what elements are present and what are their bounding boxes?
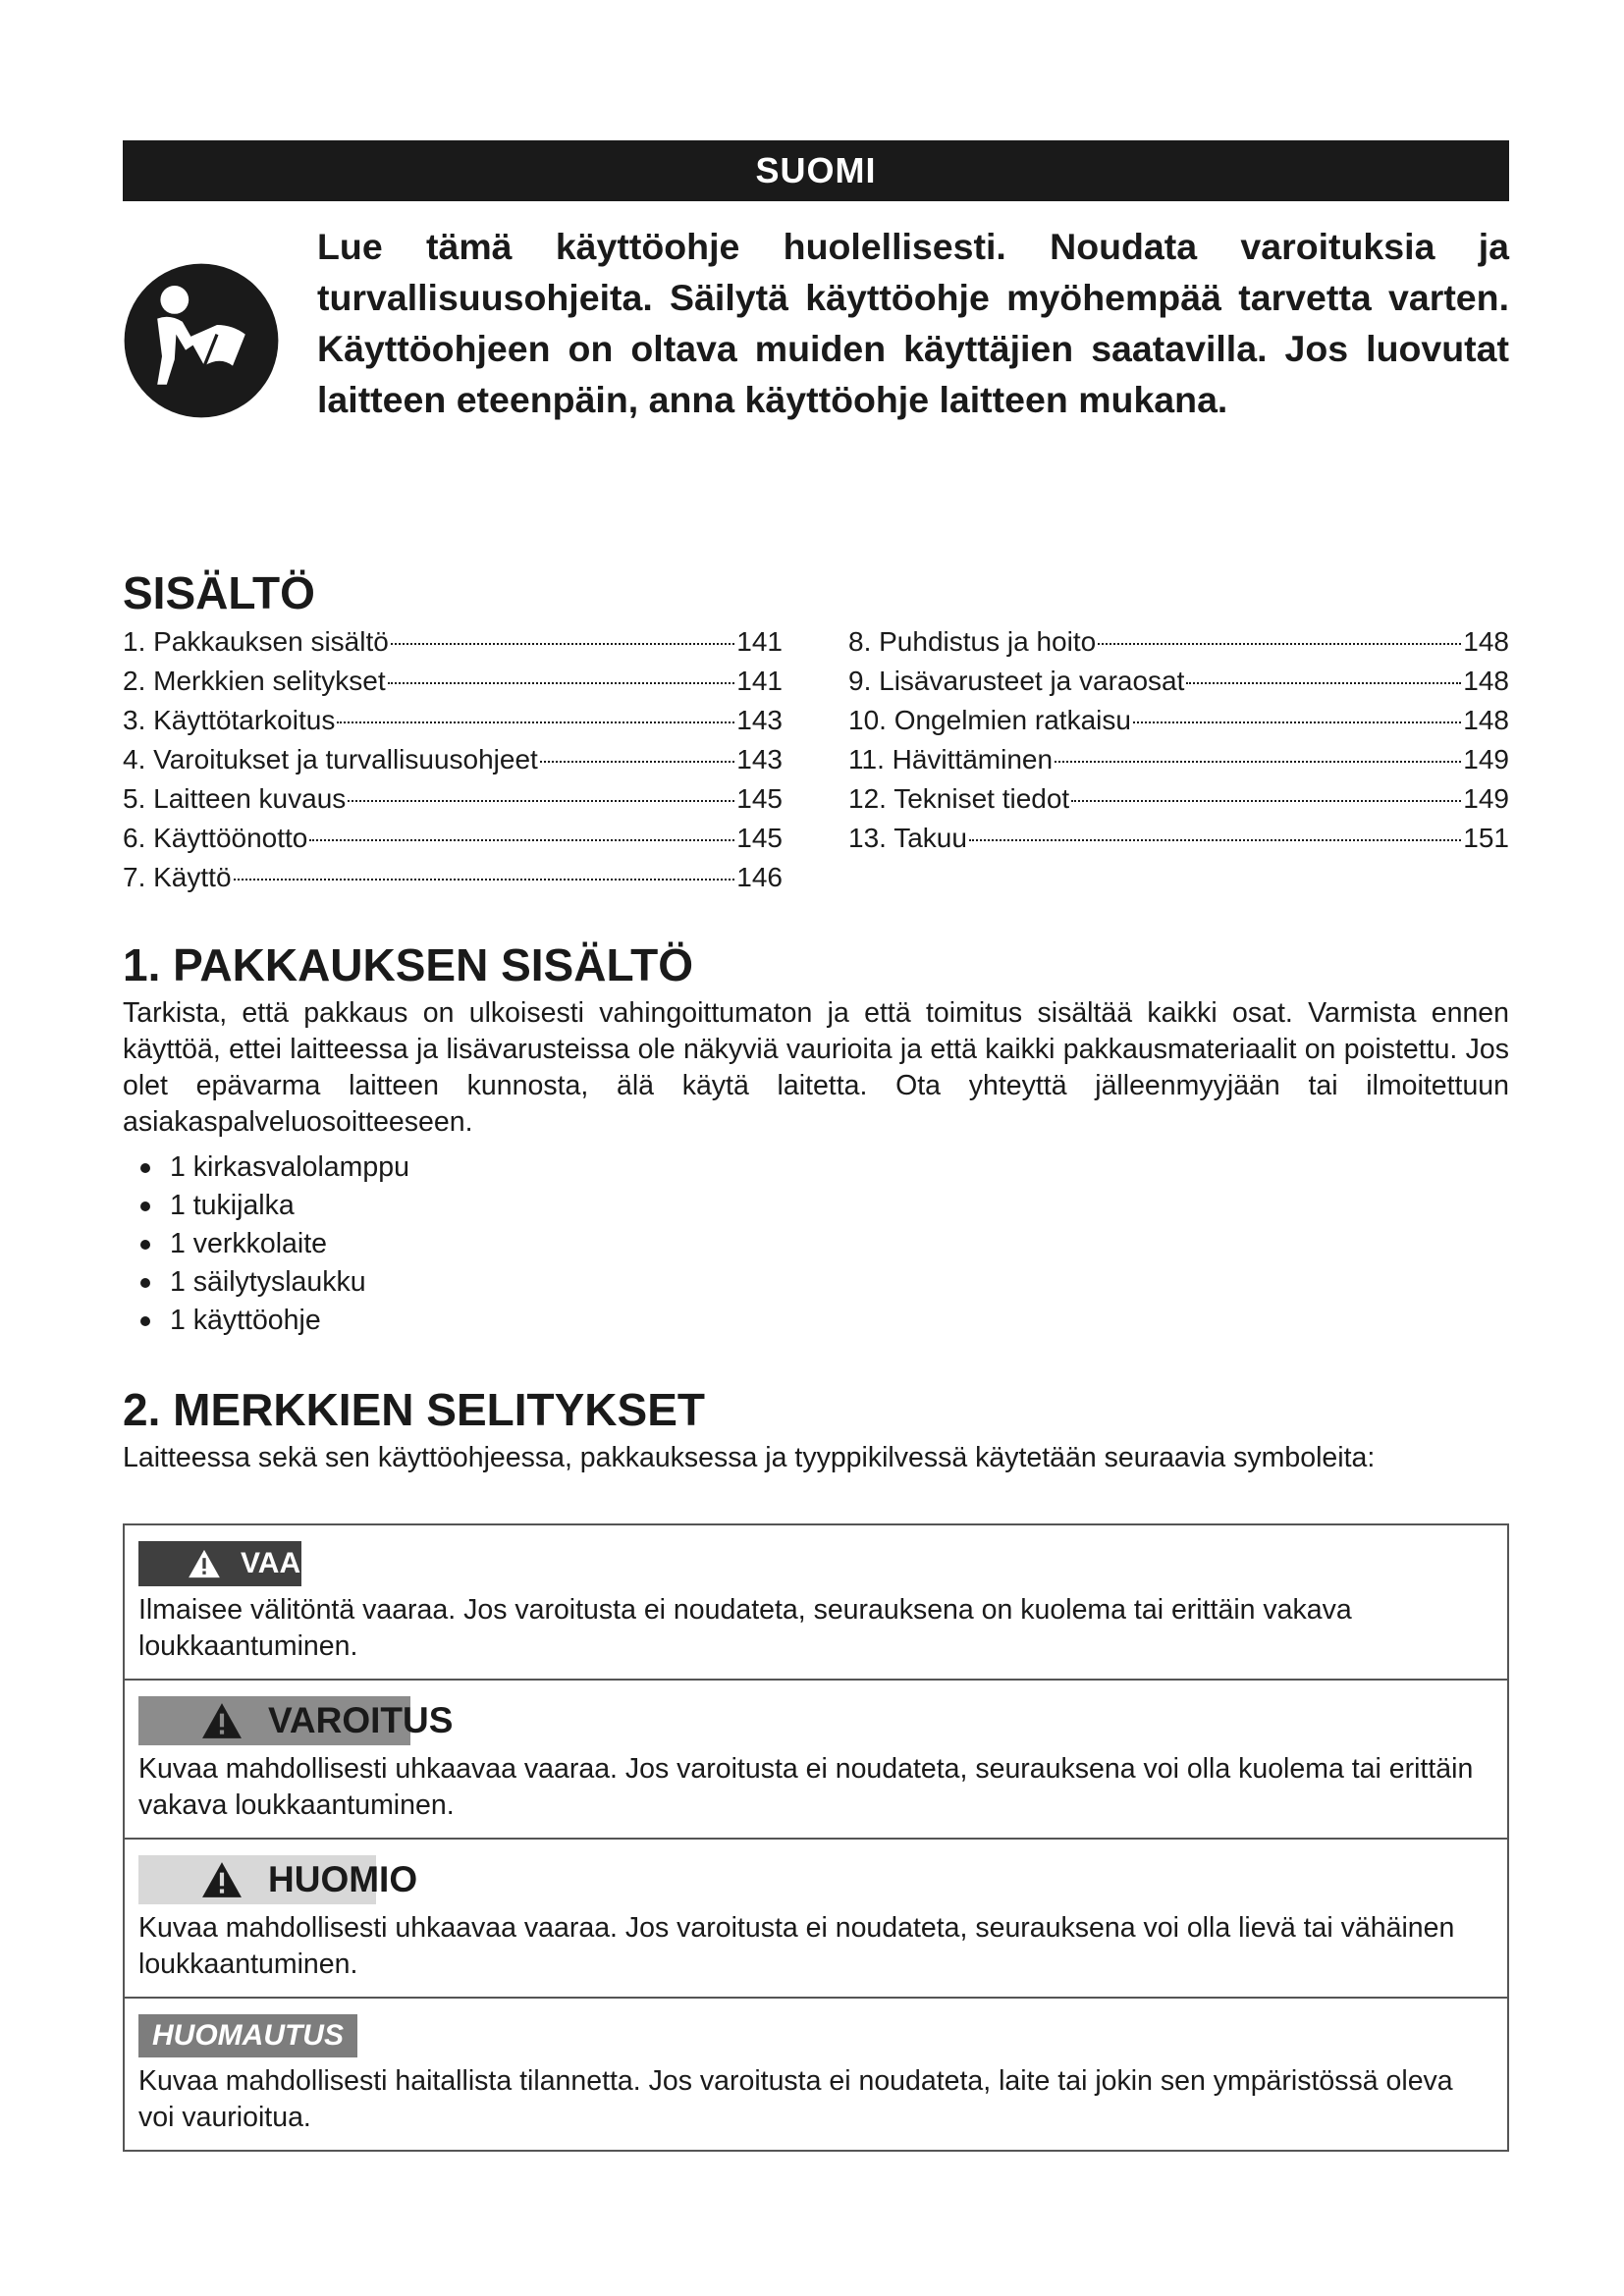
notice-description: Kuvaa mahdollisesti haitallista tilannetta. Jos varoitusta ei noudateta, laite tai jokin sen ympäristössä oleva voi vaurioitua. (138, 2065, 1453, 2133)
toc-entry (123, 779, 783, 819)
list-item: 1 tukijalka (123, 1187, 1509, 1225)
toc-leader-dots (1071, 800, 1461, 802)
toc-entry (848, 779, 1509, 819)
warning-label (138, 1696, 1493, 1745)
section-1-text: Tarkista, että pakkaus on ulkoisesti vahingoittumaton ja että toimitus sisältää kaikki osat. Varmista ennen käyttöä, ettei laitteessa ja lisävarusteissa ole näkyviä vaurioita ja että kaikki pakkausmateriaalit on poistettu. Jos olet epävarma laitteen kunnosta, älä käytä laitetta. Ota yhteyttä jälleenmyyjään tai ilmoitettuun asiakaspalveluosoitteeseen. (123, 997, 1509, 1138)
toc-entry-label: 9. Lisävarusteet ja varaosat (848, 666, 1185, 696)
toc-entry-label: 12. Tekniset tiedot (848, 783, 1070, 814)
language-header (123, 140, 1509, 201)
notice-label: HUOMAUTUS (138, 2014, 357, 2057)
toc-entry-page: 141 (736, 626, 783, 657)
list-item: 1 käyttöohje (123, 1302, 1509, 1340)
toc-entry-page: 146 (736, 862, 783, 892)
toc-leader-dots (388, 682, 735, 684)
toc-entry-label: 8. Puhdistus ja hoito (848, 626, 1097, 657)
toc-entry-page: 143 (736, 705, 783, 735)
toc-entry-label: 3. Käyttötarkoitus (123, 705, 336, 735)
symbol-row-warning (125, 1681, 1507, 1840)
toc-entry (123, 819, 783, 858)
intro-block (123, 221, 1509, 425)
caution-description: Kuvaa mahdollisesti uhkaavaa vaaraa. Jos varoitusta ei noudateta, seurauksena voi olla lievä tai vähäinen loukkaantuminen. (138, 1912, 1455, 1980)
warning-triangle-icon (201, 1702, 243, 1739)
list-item: 1 säilytyslaukku (123, 1263, 1509, 1302)
symbols-table (123, 1523, 1509, 2152)
danger-label (138, 1541, 344, 1586)
warning-triangle-icon (201, 1861, 243, 1898)
toc-leader-dots (391, 643, 734, 645)
package-contents-list (123, 1148, 1509, 1340)
toc-entry-label: 2. Merkkien selitykset (123, 666, 386, 696)
toc-right-column (848, 622, 1509, 897)
toc-entry (123, 858, 783, 897)
toc-entry (123, 622, 783, 662)
toc-entry (123, 662, 783, 701)
toc-leader-dots (1098, 643, 1461, 645)
toc-entry (848, 819, 1509, 858)
toc-entry-label: 13. Takuu (848, 823, 967, 853)
toc-leader-dots (1186, 682, 1461, 684)
list-item: 1 kirkasvalolamppu (123, 1148, 1509, 1187)
section-2-title: 2. MERKKIEN SELITYKSET (123, 1384, 705, 1435)
toc-entry-label: 5. Laitteen kuvaus (123, 783, 347, 814)
toc-leader-dots (1133, 721, 1461, 723)
toc-leader-dots (540, 761, 734, 763)
caution-label-text: HUOMIO (268, 1859, 418, 1899)
caution-label (138, 1855, 1493, 1904)
toc-entry (123, 701, 783, 740)
toc-entry-page: 145 (736, 823, 783, 853)
symbol-row-notice (125, 1999, 1507, 2150)
table-of-contents (123, 622, 1509, 897)
symbol-row-caution (125, 1840, 1507, 1999)
toc-entry (848, 701, 1509, 740)
symbol-row-danger (125, 1525, 1507, 1681)
toc-left-column (123, 622, 783, 897)
toc-entry-page: 148 (1463, 705, 1509, 735)
toc-leader-dots (309, 839, 734, 841)
toc-entry-page: 148 (1463, 666, 1509, 696)
danger-label-text: VAARA (241, 1547, 344, 1579)
language-label: SUOMI (755, 150, 877, 190)
toc-entry-label: 4. Varoitukset ja turvallisuusohjeet (123, 744, 538, 774)
toc-entry-label: 1. Pakkauksen sisältö (123, 626, 389, 657)
warning-description: Kuvaa mahdollisesti uhkaavaa vaaraa. Jos varoitusta ei noudateta, seurauksena voi olla kuolema tai erittäin vakava loukkaantuminen. (138, 1753, 1474, 1821)
manual-page (123, 140, 1509, 2152)
toc-entry-page: 149 (1463, 783, 1509, 814)
toc-entry (848, 662, 1509, 701)
toc-entry-page: 145 (736, 783, 783, 814)
list-item: 1 verkkolaite (123, 1225, 1509, 1263)
toc-entry-page: 151 (1463, 823, 1509, 853)
warning-label-text: VAROITUS (268, 1700, 454, 1740)
section-1-title: 1. PAKKAUKSEN SISÄLTÖ (123, 939, 694, 990)
toc-leader-dots (234, 879, 735, 881)
intro-text: Lue tämä käyttöohje huolellisesti. Noudata varoituksia ja turvallisuusohjeita. Säilytä käyttöohje myöhempää tarvetta varten. Käyttöohjeen on oltava muiden käyttäjien saatavilla. Jos luovutat laitteen eteenpäin, anna käyttöohje laitteen mukana. (317, 226, 1509, 420)
toc-entry (848, 740, 1509, 779)
toc-entry-page: 141 (736, 666, 783, 696)
toc-entry (848, 622, 1509, 662)
danger-description: Ilmaisee välitöntä vaaraa. Jos varoitusta ei noudateta, seurauksena on kuolema tai erittäin vakava loukkaantuminen. (138, 1594, 1352, 1662)
toc-entry-page: 148 (1463, 626, 1509, 657)
toc-leader-dots (1055, 761, 1461, 763)
toc-leader-dots (348, 800, 734, 802)
read-manual-icon (123, 262, 280, 419)
toc-title: SISÄLTÖ (123, 567, 315, 618)
toc-entry-label: 7. Käyttö (123, 862, 232, 892)
toc-entry-label: 10. Ongelmien ratkaisu (848, 705, 1131, 735)
toc-entry-page: 149 (1463, 744, 1509, 774)
warning-triangle-icon (188, 1549, 221, 1578)
toc-entry-label: 6. Käyttöönotto (123, 823, 308, 853)
toc-entry (123, 740, 783, 779)
toc-leader-dots (969, 839, 1461, 841)
toc-entry-label: 11. Hävittäminen (848, 744, 1054, 774)
toc-leader-dots (337, 721, 734, 723)
section-2-text: Laitteessa sekä sen käyttöohjeessa, pakkauksessa ja tyyppikilvessä käytetään seuraavia symboleita: (123, 1442, 1376, 1473)
toc-entry-page: 143 (736, 744, 783, 774)
